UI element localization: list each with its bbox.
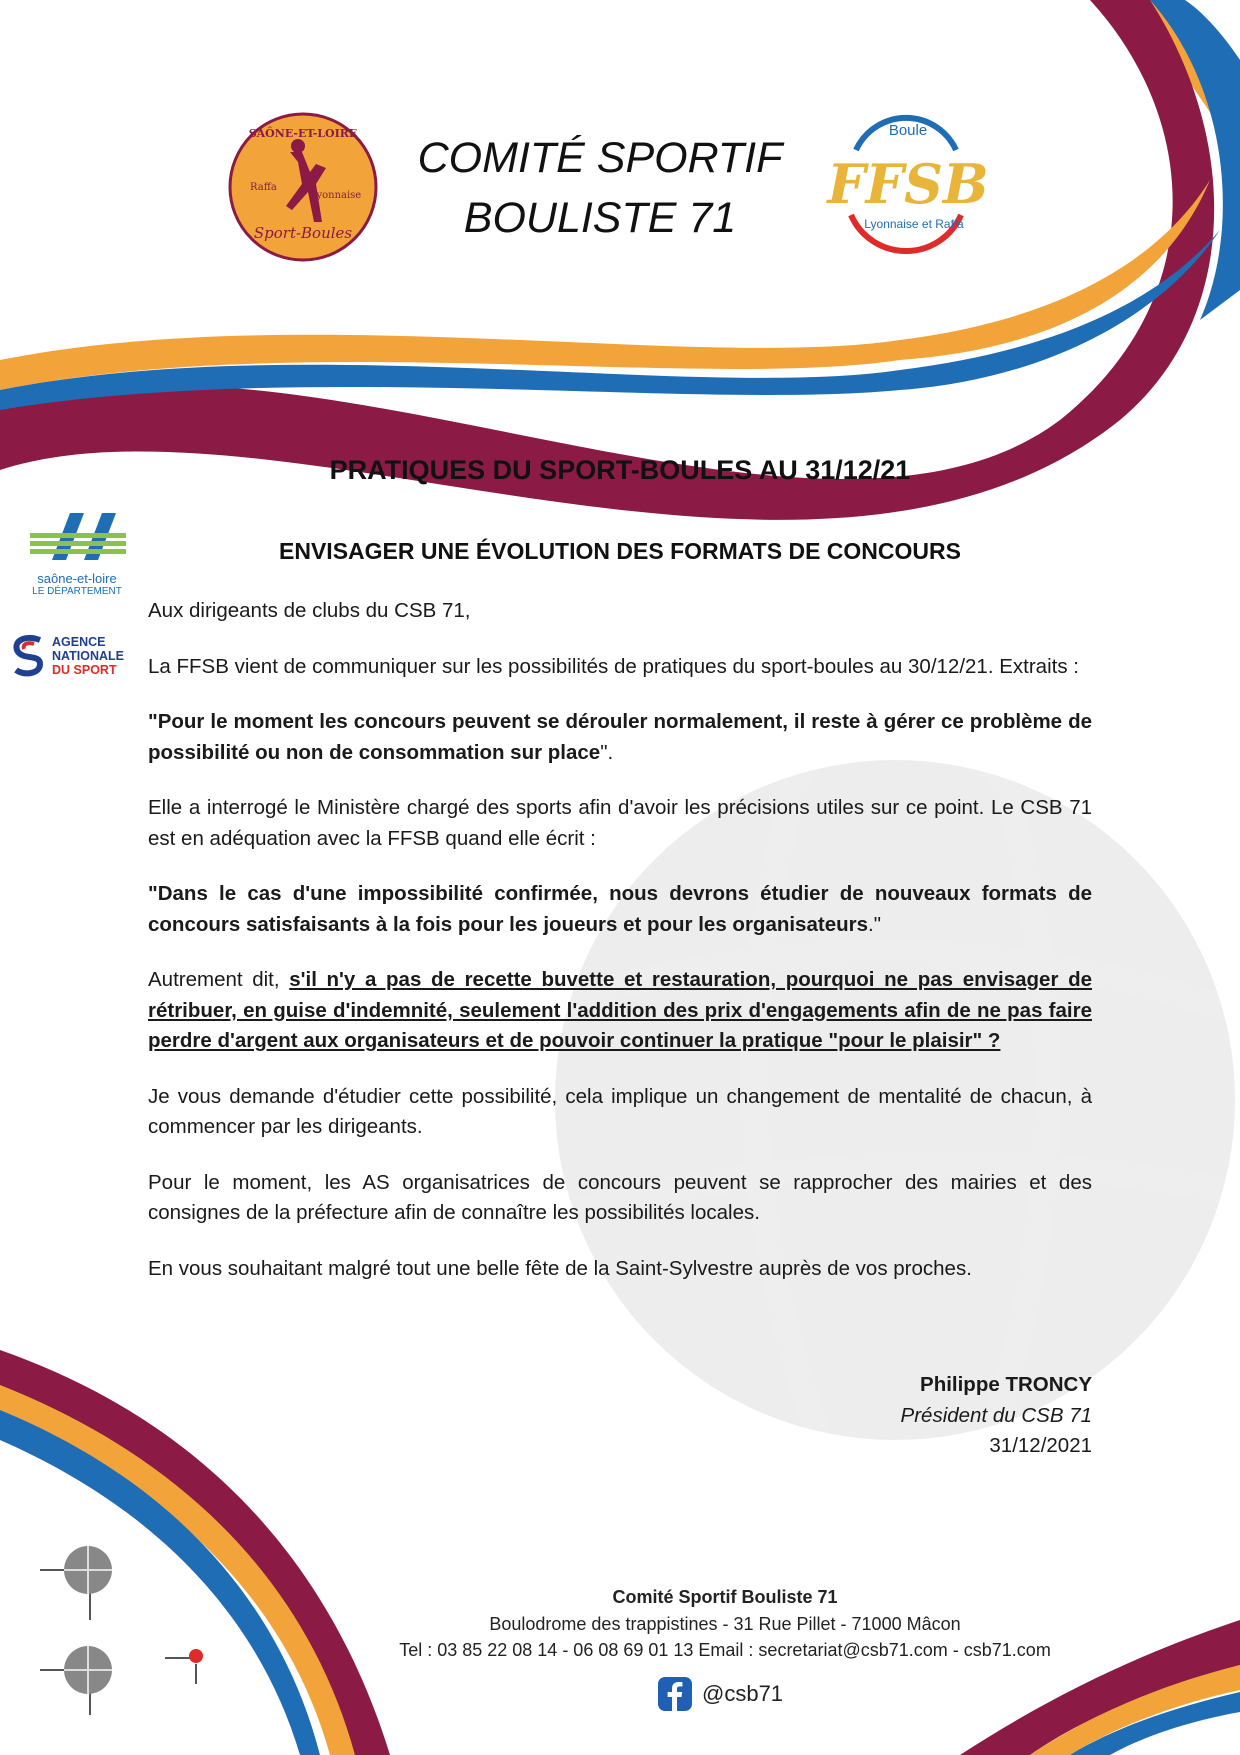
paragraph-6: En vous souhaitant malgré tout une belle fête de la Saint-Sylvestre auprès de vos proches.: [148, 1256, 972, 1280]
signature-role: Président du CSB 71: [900, 1403, 1092, 1427]
svg-text:FFSB: FFSB: [827, 152, 989, 216]
footer-address: Boulodrome des trappistines - 31 Rue Pillet - 71000 Mâcon: [489, 1613, 961, 1634]
paragraph-5: Pour le moment, les AS organisatrices de concours peuvent se rapprocher des mairies et des consignes de la préfecture afin de connaître les possibilités locales.: [148, 1170, 1092, 1224]
saone-et-loire-sport-boules-logo: [228, 112, 378, 262]
departement-emblem-icon: [22, 505, 132, 567]
boule-icon-1: [40, 1546, 112, 1620]
paragraph-3: [148, 965, 1092, 1057]
quote-2: [148, 879, 1092, 940]
saone-et-loire-departement-logo: [22, 505, 132, 598]
footer-contact[interactable]: Tel : 03 85 22 08 14 - 06 08 69 01 13 Email : secretariat@csb71.com - csb71.com: [399, 1640, 1051, 1660]
svg-text:Boule: Boule: [888, 122, 928, 139]
signature-date: 31/12/2021: [989, 1434, 1092, 1457]
boule-icon-2: [40, 1646, 112, 1715]
svg-text:Lyonnaise et Raffa: Lyonnaise et Raffa: [864, 217, 964, 231]
ans-line3: DU SPORT: [52, 663, 117, 677]
quote-2-text: "Dans le cas d'une impossibilité confirmée, nous devrons étudier de nouveaux formats de concours satisfaisants à la fois pour les joueurs et pour les organisateurs: [148, 882, 1092, 936]
paragraph-1: La FFSB vient de communiquer sur les possibilités de pratiques du sport-boules au 30/12/21. Extraits :: [148, 654, 1079, 678]
departement-line2: LE DÉPARTEMENT: [32, 586, 122, 597]
facebook-handle: @csb71: [702, 1681, 784, 1706]
jack-icon: [165, 1649, 203, 1684]
quote-1: [148, 707, 1092, 768]
quote-1-text: "Pour le moment les concours peuvent se dérouler normalement, il reste à gérer ce problème de possibilité ou non de consommation sur place: [148, 710, 1092, 764]
svg-text:Raffa: Raffa: [250, 182, 277, 193]
departement-line1: saône-et-loire: [37, 571, 117, 586]
ffsb-logo: [816, 110, 1001, 260]
signature-block: [901, 1370, 1092, 1462]
ans-line1: AGENCE: [52, 635, 106, 649]
svg-text:Lyonnaise: Lyonnaise: [310, 190, 362, 201]
header-title-line1: COMITÉ SPORTIF: [417, 134, 783, 182]
facebook-icon: [658, 1677, 692, 1711]
quote-1-end: ".: [600, 740, 614, 764]
paragraph-3-underlined: s'il n'y a pas de recette buvette et restauration, pourquoi ne pas envisager de rétribuer, en guise d'indemnité, seulement l'addition des prix d'engagements afin de ne pas faire perdre d'argent aux organisateurs et de pouvoir continuer la pratique "pour le plaisir" ?: [148, 968, 1092, 1052]
paragraph-4: Je vous demande d'étudier cette possibilité, cela implique un changement de mentalité de chacun, à commencer par les dirigeants.: [148, 1084, 1092, 1138]
quote-2-end: .": [868, 912, 881, 936]
ans-s-icon: [10, 634, 46, 678]
agence-nationale-du-sport-logo: [10, 634, 140, 678]
document-subtitle: ENVISAGER UNE ÉVOLUTION DES FORMATS DE CONCOURS: [279, 538, 961, 564]
footer-org: Comité Sportif Bouliste 71: [612, 1587, 838, 1607]
svg-text:SAÔNE-ET-LOIRE: SAÔNE-ET-LOIRE: [248, 127, 358, 140]
paragraph-3-lead: Autrement dit,: [148, 968, 290, 991]
paragraph-2: Elle a interrogé le Ministère chargé des sports afin d'avoir les précisions utiles sur ce point. Le CSB 71 est en adéquation avec la FFSB quand elle écrit :: [148, 796, 1092, 850]
document-title: PRATIQUES DU SPORT-BOULES AU 31/12/21: [329, 455, 911, 485]
footer: [340, 1584, 1110, 1664]
header-title: [400, 128, 800, 248]
swoosh-top-burgundy: [0, 0, 1214, 520]
facebook-link[interactable]: [658, 1676, 783, 1712]
svg-text:Sport-Boules: Sport-Boules: [253, 224, 353, 242]
header-title-line2: BOULISTE 71: [463, 194, 737, 242]
ans-line2: NATIONALE: [52, 649, 124, 663]
letter-body: [148, 596, 1092, 1309]
signature-name: Philippe TRONCY: [920, 1373, 1092, 1396]
greeting: Aux dirigeants de clubs du CSB 71,: [148, 599, 471, 622]
